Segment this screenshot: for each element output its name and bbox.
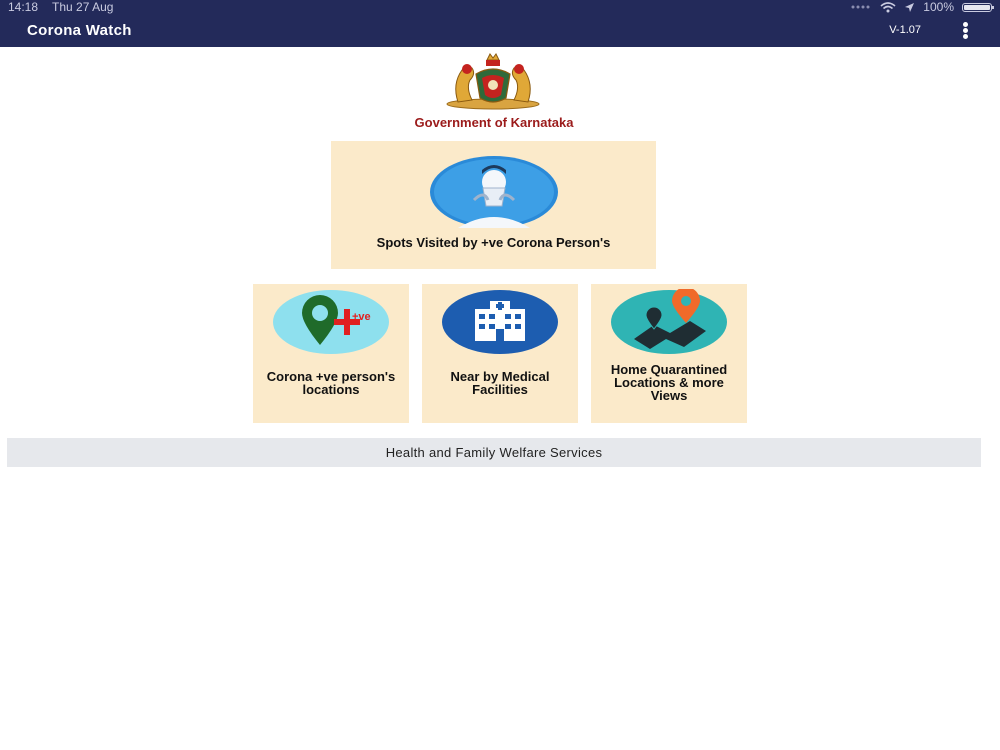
cell-signal-icon [850,4,872,10]
app-bar [0,14,1000,47]
positive-badge-text: +ve [352,311,371,323]
corona-positive-locations-label: Corona +ve person's locations [266,369,396,397]
location-pin-plus-icon [272,289,390,355]
karnataka-emblem-icon [442,52,544,110]
map-pin-icon [610,289,728,355]
battery-percent: 100% [923,0,954,14]
footer-services-bar[interactable]: Health and Family Welfare Services [7,438,981,467]
more-vertical-icon[interactable] [958,22,972,40]
app-title: Corona Watch [27,22,132,39]
medical-facilities-label: Near by Medical Facilities [450,369,550,397]
location-arrow-icon [904,2,915,13]
version-label: V-1.07 [889,24,921,36]
spots-visited-tile[interactable] [331,141,656,269]
hospital-icon [441,289,559,355]
corona-positive-locations-tile[interactable] [253,284,409,423]
home-quarantined-label: Home Quarantined Locations & more Views [610,362,728,403]
status-bar [0,0,1000,14]
status-time: 14:18 [8,0,39,14]
medical-facilities-tile[interactable] [422,284,578,423]
battery-icon [962,3,992,12]
status-date: Thu 27 Aug [52,0,114,14]
spots-visited-label: Spots Visited by +ve Corona Person's [376,235,611,250]
wifi-icon [880,2,896,13]
government-label: Government of Karnataka [414,115,574,130]
sneezing-person-icon [428,154,560,230]
home-quarantined-tile[interactable] [591,284,747,423]
